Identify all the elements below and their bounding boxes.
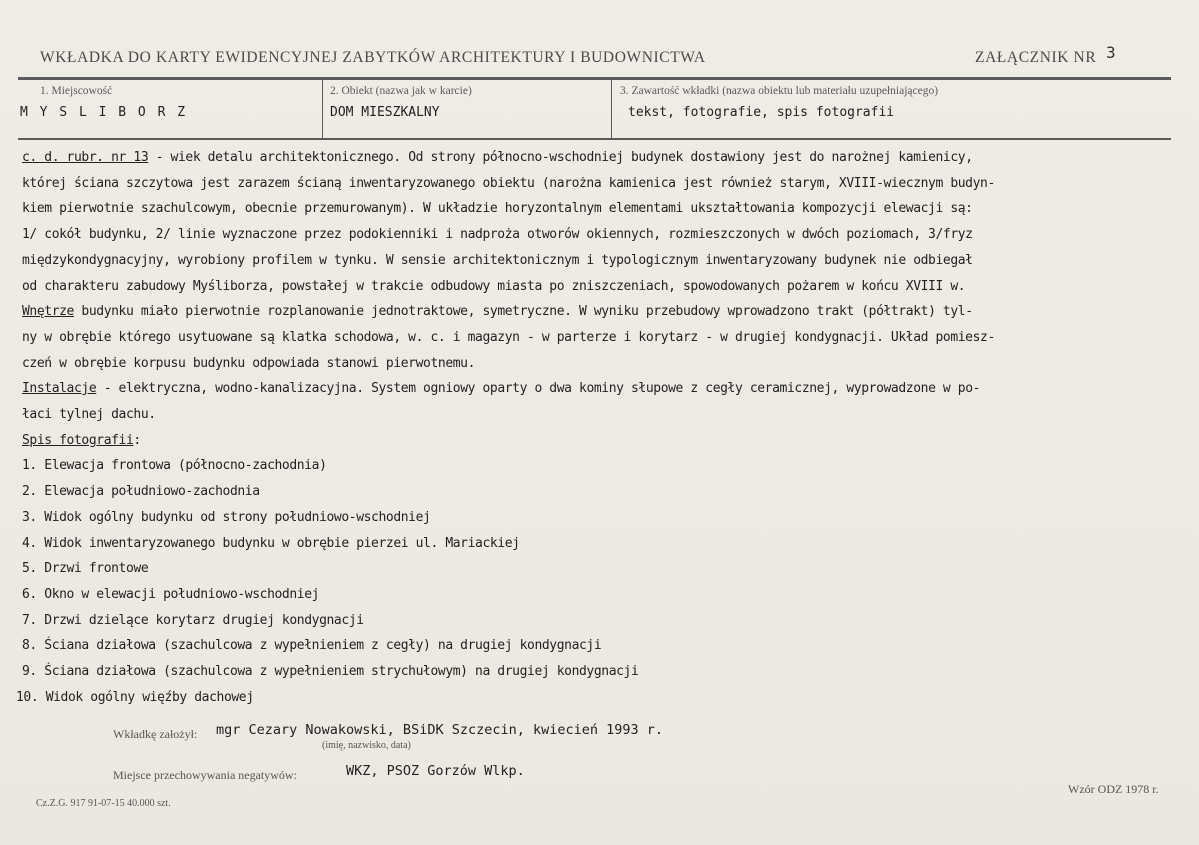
text-run: łaci tylnej dachu.	[22, 407, 156, 422]
fields-rule	[18, 138, 1171, 140]
body-line	[22, 433, 141, 448]
founder-value: mgr Cezary Nowakowski, BSiDK Szczecin, kwiecień 1993 r.	[216, 722, 664, 738]
storage-label: Miejsce przechowywania negatywów:	[113, 768, 297, 782]
text-run: 6. Okno w elewacji południowo-wschodniej	[22, 586, 320, 602]
text-run: międzykondygnacyjny, wyrobiony profilem w tynku. W sensie architektonicznym i typologicznym inwentaryzowany budynek nie odbiegał	[22, 252, 973, 268]
header-rule	[18, 77, 1171, 80]
body-line	[22, 279, 965, 294]
text-run: budynku miało pierwotnie rozplanowanie jednotraktowe, symetryczne. W wyniku przebudowy wprowadzono trakt (półtrakt) tyl-	[74, 304, 973, 320]
body-line	[22, 356, 475, 371]
text-run: 1/ cokół budynku, 2/ linie wyznaczone przez podokienniki i nadproża otworów okiennych, rozmieszczonych w dwóch poziomach, 3/fryz	[22, 227, 973, 243]
body-line	[22, 253, 973, 268]
underlined-heading: Instalacje	[22, 381, 97, 397]
object-label: 2. Obiekt (nazwa jak w karcie)	[330, 85, 472, 97]
underlined-heading: Wnętrze	[22, 304, 74, 320]
photo-list-item	[22, 510, 430, 525]
locality-value: M Y S L I B O R Z	[20, 105, 188, 120]
text-run: - elektryczna, wodno-kanalizacyjna. System ogniowy oparty o dwa kominy słupowe z cegły ceramicznej, wyprowadzone w po-	[96, 381, 981, 397]
attachment-label: ZAŁĄCZNIK NR	[975, 49, 1097, 66]
text-run: 1. Elewacja frontowa (północno-zachodnia)	[22, 458, 327, 474]
body-line	[22, 176, 995, 191]
text-run: 8. Ściana działowa (szachulcowa z wypełnieniem z cegły) na drugiej kondygnacji	[22, 638, 602, 654]
print-code: Cz.Z.G. 917 91-07-15 40.000 szt.	[36, 798, 171, 809]
form-title: WKŁADKA DO KARTY EWIDENCYJNEJ ZABYTKÓW ARCHITEKTURY I BUDOWNICTWA	[40, 49, 706, 66]
attachment-number: 3	[1106, 43, 1116, 62]
text-run: od charakteru zabudowy Myśliborza, powstałej w trakcie odbudowy miasta po zniszczeniach, spowodowanych pożarem w końcu XVIII w.	[22, 278, 966, 294]
photo-list-item	[22, 561, 148, 576]
text-run: ny w obrębie którego usytuowane są klatka schodowa, w. c. i magazyn - w parterze i korytarz - w drugiej kondygnacji. Układ pomiesz-	[22, 329, 995, 345]
photo-list-item	[22, 484, 260, 499]
photo-list-item	[22, 613, 364, 628]
photo-list-item	[22, 458, 327, 473]
text-run: 3. Widok ogólny budynku od strony południowo-wschodniej	[22, 509, 431, 525]
text-run: :	[133, 432, 141, 448]
photo-list-item	[22, 536, 520, 551]
storage-value: WKZ, PSOZ Gorzów Wlkp.	[346, 763, 525, 779]
object-value: DOM MIESZKALNY	[330, 105, 440, 120]
text-run: której ściana szczytowa jest zarazem ścianą inwentaryzowanego obiektu (narożna kamienica jest również starym, XVIII-wiecznym budyn-	[22, 175, 995, 191]
text-run: 5. Drzwi frontowe	[22, 561, 149, 577]
text-run: kiem pierwotnie szachulcowym, obecnie przemurowanym). W układzie horyzontalnym elementami ukształtowania kompozycji elewacji są:	[22, 201, 973, 217]
field-divider-1	[322, 80, 323, 138]
locality-label: 1. Miejscowość	[40, 85, 113, 97]
body-line	[22, 227, 973, 242]
body-line	[22, 150, 973, 165]
body-line	[22, 304, 973, 319]
founder-label: Wkładkę założył:	[113, 727, 198, 741]
photo-list-item	[22, 587, 319, 602]
contents-label: 3. Zawartość wkładki (nazwa obiektu lub materiału uzupełniającego)	[620, 85, 939, 97]
field-divider-2	[611, 80, 612, 138]
text-run: 2. Elewacja południowo-zachodnia	[22, 484, 260, 500]
body-line	[22, 330, 995, 345]
body-line	[22, 201, 973, 216]
contents-value: tekst, fotografie, spis fotografii	[628, 105, 895, 120]
body-line	[22, 407, 156, 422]
photo-list-item	[22, 664, 638, 679]
text-run: 7. Drzwi dzielące korytarz drugiej kondygnacji	[22, 612, 364, 628]
body-line	[22, 381, 980, 396]
photo-list-item	[22, 638, 601, 653]
photo-list-item	[16, 690, 254, 705]
text-run: 9. Ściana działowa (szachulcowa z wypełnieniem strychułowym) na drugiej kondygnacji	[22, 664, 639, 679]
text-run: czeń w obrębie korpusu budynku odpowiada stanowi pierwotnemu.	[22, 355, 476, 371]
text-run: 10. Widok ogólny więźby dachowej	[16, 689, 254, 705]
text-run: - wiek detalu architektonicznego. Od strony północno-wschodniej budynek dostawiony jest do narożnej kamienicy,	[148, 150, 973, 165]
founder-hint: (imię, nazwisko, data)	[322, 740, 411, 751]
underlined-heading: c. d. rubr. nr 13	[22, 150, 149, 165]
text-run: 4. Widok inwentaryzowanego budynku w obrębie pierzei ul. Mariackiej	[22, 535, 520, 551]
form-model: Wzór ODZ 1978 r.	[1068, 782, 1159, 796]
underlined-heading: Spis fotografii	[22, 432, 134, 448]
